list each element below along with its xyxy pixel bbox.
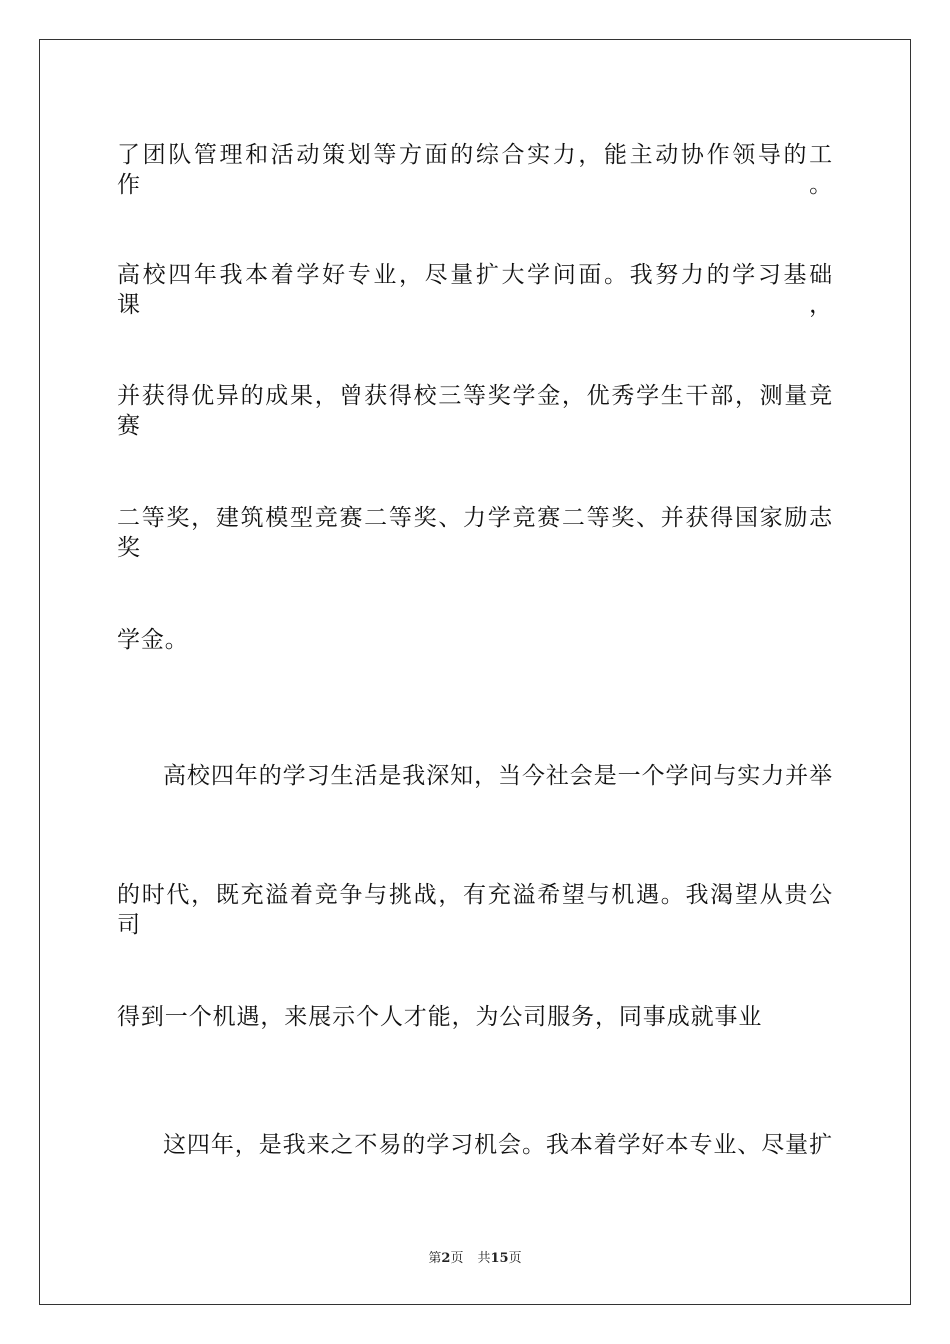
paragraph-start-line: 高校四年的学习生活是我深知，当今社会是一个学问与实力并举: [163, 763, 833, 789]
body-line: 的时代，既充溢着竞争与挑战，有充溢希望与机遇。我渴望从贵公司: [117, 882, 833, 938]
footer-page-suffix: 页: [450, 1251, 464, 1266]
body-line: 得到一个机遇，来展示个人才能，为公司服务，同事成就事业: [117, 1004, 763, 1030]
body-line: 并获得优异的成果，曾获得校三等奖学金，优秀学生干部，测量竞赛: [117, 383, 833, 439]
page-footer: [0, 1247, 950, 1266]
body-line: 学金。: [117, 627, 189, 653]
footer-page-prefix: 第: [428, 1251, 442, 1266]
paragraph-start-line: 这四年，是我来之不易的学习机会。我本着学好本专业、尽量扩: [163, 1132, 833, 1158]
body-line: 高校四年我本着学好专业，尽量扩大学问面。我努力的学习基础课，: [117, 262, 833, 318]
body-line: 二等奖，建筑模型竞赛二等奖、力学竞赛二等奖、并获得国家励志奖: [117, 505, 833, 561]
footer-total-pages: 15: [490, 1251, 509, 1266]
footer-page-number: 2: [441, 1251, 451, 1266]
footer-total-suffix: 页: [508, 1251, 522, 1266]
page-frame: [39, 39, 911, 1305]
footer-total-prefix: 共: [477, 1251, 491, 1266]
body-line: 了团队管理和活动策划等方面的综合实力，能主动协作领导的工作。: [117, 142, 833, 198]
